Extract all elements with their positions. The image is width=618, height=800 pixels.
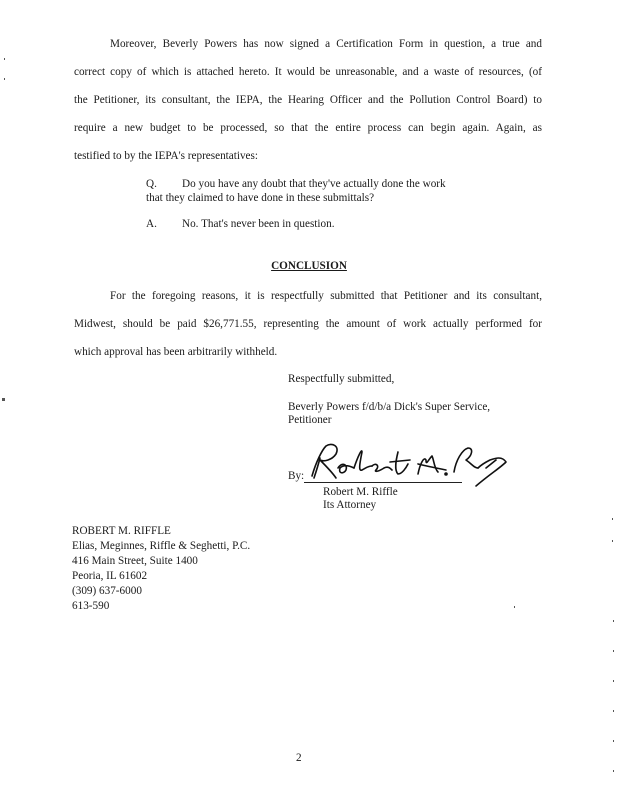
question-line-1: Do you have any doubt that they've actually done the work (182, 178, 446, 190)
scan-mark (612, 540, 613, 542)
conclusion-heading: CONCLUSION (271, 260, 347, 272)
question-line-2: that they claimed to have done in these submittals? (146, 192, 375, 204)
closing-text: Respectfully submitted, (288, 373, 395, 385)
scan-mark (613, 740, 614, 742)
question-label: Q. (146, 178, 157, 190)
street-address: 416 Main Street, Suite 1400 (72, 555, 198, 567)
party-name: Beverly Powers f/d/b/a Dick's Super Service, (288, 401, 491, 413)
scan-mark (4, 78, 5, 80)
paragraph-2-line-1: For the foregoing reasons, it is respectfully submitted that Petitioner and its consultant, (110, 290, 542, 302)
signer-name: Robert M. Riffle (323, 486, 398, 498)
scan-mark (613, 620, 614, 622)
paragraph-1-line-3: the Petitioner, its consultant, the IEPA, the Hearing Officer and the Pollution Control Board) to (74, 94, 542, 106)
answer-text: No. That's never been in question. (182, 218, 335, 230)
scan-mark (613, 680, 614, 682)
paragraph-1-line-2: correct copy of which is attached hereto. It would be unreasonable, and a waste of resources, (of (74, 66, 542, 78)
paragraph-2-line-2: Midwest, should be paid $26,771.55, representing the amount of work actually performed for (74, 318, 542, 330)
scan-mark (4, 58, 5, 60)
party-role: Petitioner (288, 414, 332, 426)
attorney-name: ROBERT M. RIFFLE (72, 525, 171, 537)
answer-label: A. (146, 218, 157, 230)
by-label: By: (288, 470, 305, 482)
scan-mark (2, 398, 5, 401)
phone-number: (309) 637-6000 (72, 585, 142, 597)
page-number: 2 (296, 752, 302, 764)
scan-mark (613, 770, 614, 772)
law-firm: Elias, Meginnes, Riffle & Seghetti, P.C. (72, 540, 251, 552)
paragraph-2-line-3: which approval has been arbitrarily withheld. (74, 346, 278, 358)
paragraph-1-line-4: require a new budget to be processed, so that the entire process can begin again. Again, as (74, 122, 542, 134)
city-state-zip: Peoria, IL 61602 (72, 570, 148, 582)
scan-mark (514, 606, 515, 608)
paragraph-1-line-5: testified to by the IEPA's representatives: (74, 150, 258, 162)
scan-mark (613, 710, 614, 712)
signer-title: Its Attorney (323, 499, 377, 511)
handwritten-signature (306, 438, 518, 490)
scan-mark (612, 518, 613, 520)
attorney-id-number: 613-590 (72, 600, 110, 612)
paragraph-1-line-1: Moreover, Beverly Powers has now signed a Certification Form in question, a true and (110, 38, 542, 50)
scan-mark (613, 650, 614, 652)
